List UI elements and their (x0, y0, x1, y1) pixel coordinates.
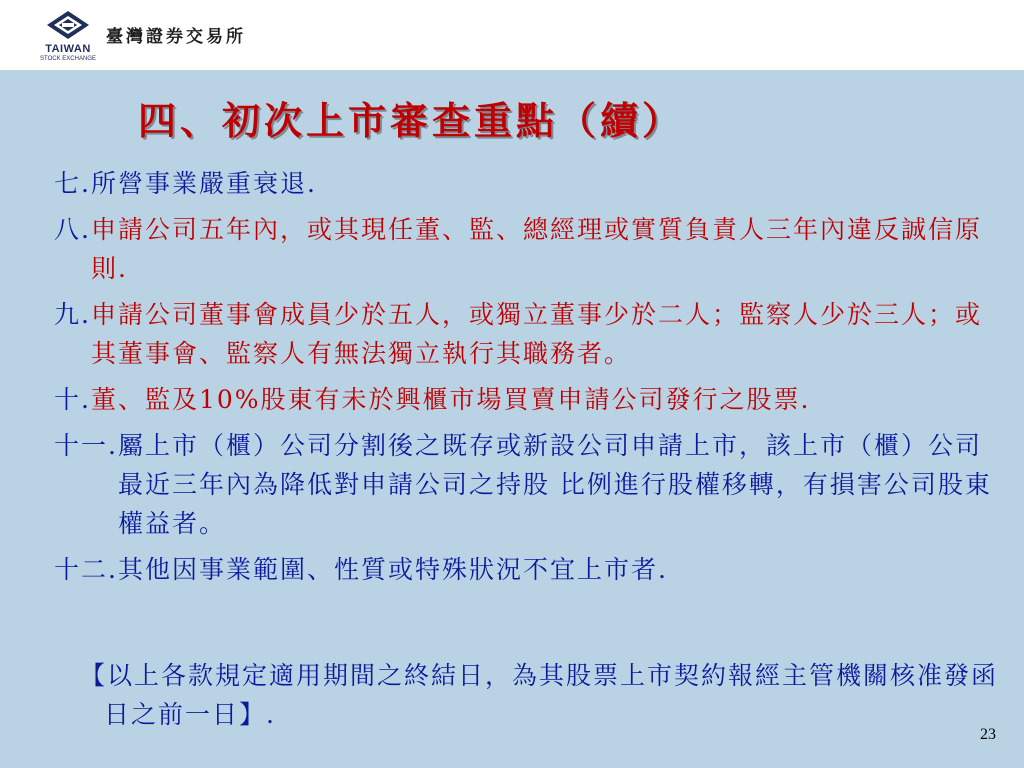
item-text: 申請公司五年內，或其現任董、監、總經理或實質負責人三年內違反誠信原則. (90, 215, 982, 283)
item-number: 七. (54, 169, 91, 198)
item-text: 所營事業嚴重衰退. (90, 169, 317, 198)
list-item (54, 295, 1004, 373)
item-number: 十. (54, 385, 91, 414)
list-item (54, 210, 1004, 288)
item-text: 其他因事業範圍、性質或特殊狀況不宜上市者. (117, 555, 668, 584)
org-name: 臺灣證券交易所 (106, 27, 246, 47)
item-text: 屬上市（櫃）公司分割後之既存或新設公司申請上市，該上市（櫃）公司最近三年內為降低對申請公司之持股 比例進行股權移轉，有損害公司股東權益者。 (117, 431, 992, 538)
twse-logo (36, 10, 100, 66)
list-item (54, 164, 1004, 203)
header-bar (0, 0, 1024, 70)
item-number: 十二. (54, 555, 118, 584)
logo-subtext: STOCK EXCHANGE (40, 56, 96, 62)
twse-logo-icon (46, 10, 90, 40)
footnote: 【以上各款規定適用期間之終結日，為其股票上市契約報經主管機關核准發函日之前一日】. (80, 661, 999, 729)
item-text: 董、監及10%股東有未於興櫃市場買賣申請公司發行之股票. (90, 385, 811, 414)
item-number: 八. (54, 215, 91, 244)
list-item (54, 550, 1004, 589)
list-item (54, 426, 1004, 543)
item-text: 申請公司董事會成員少於五人，或獨立董事少於二人；監察人少於三人；或其董事會、監察人有無法獨立執行其職務者。 (90, 300, 982, 368)
item-list (54, 164, 1004, 596)
list-item (54, 380, 1004, 419)
item-number: 十一. (54, 431, 118, 460)
slide-title: 四、初次上市審查重點（續） (138, 98, 685, 143)
page-number: 23 (980, 726, 996, 743)
slide-body (0, 70, 1024, 768)
logo-text: TAIWAN (45, 43, 91, 55)
item-number: 九. (54, 300, 91, 329)
